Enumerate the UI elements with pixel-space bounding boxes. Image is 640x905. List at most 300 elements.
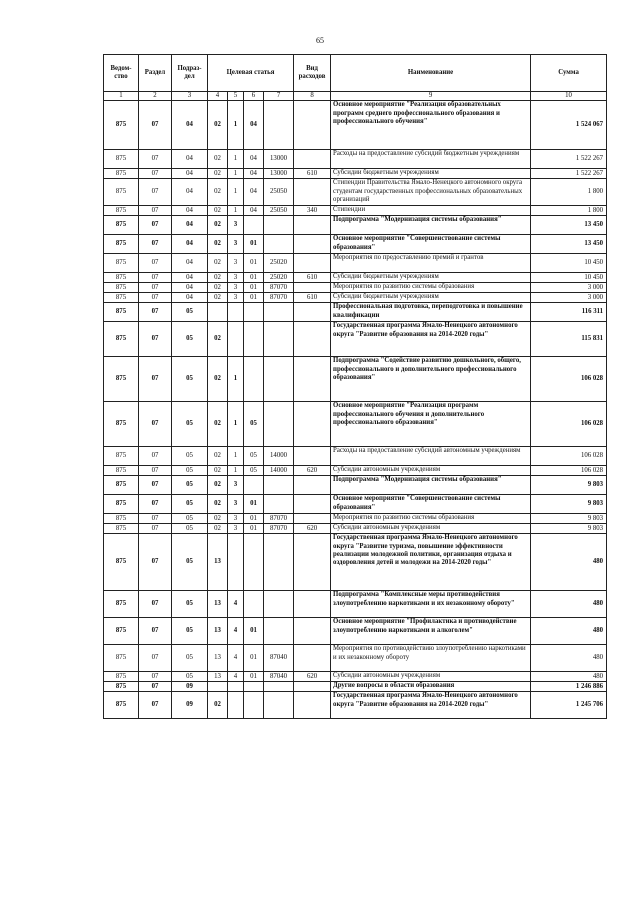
ministry-code: 875: [104, 273, 139, 283]
target-direction-code: [264, 402, 294, 447]
target-subprogram-code: 3: [228, 283, 244, 293]
target-program-code: 02: [208, 169, 228, 179]
subsection-code: 04: [172, 283, 208, 293]
section-code: 07: [139, 476, 172, 495]
target-direction-code: 25020: [264, 273, 294, 283]
subsection-code: 05: [172, 357, 208, 402]
target-direction-code: [264, 618, 294, 645]
expense-type-code: [294, 534, 331, 591]
expense-type-code: [294, 179, 331, 206]
table-row: [104, 206, 607, 216]
item-name: Стипендии: [331, 206, 531, 216]
target-direction-code: [264, 495, 294, 514]
section-code: 07: [139, 692, 172, 719]
section-code: 07: [139, 101, 172, 150]
table-row: [104, 283, 607, 293]
target-program-code: 02: [208, 514, 228, 524]
target-subprogram-code: 1: [228, 357, 244, 402]
target-direction-code: 87070: [264, 524, 294, 534]
section-code: 07: [139, 322, 172, 357]
expense-type-code: [294, 692, 331, 719]
table-row: [104, 645, 607, 672]
item-name: Основное мероприятие "Совершенствование системы образования": [331, 495, 531, 514]
target-subprogram-code: 1: [228, 466, 244, 476]
item-name: Подпрограмма "Модернизация системы образования": [331, 216, 531, 235]
item-sum: 106 028: [531, 402, 607, 447]
item-name: Субсидии автономным учреждениям: [331, 466, 531, 476]
header-sum: Сумма: [531, 55, 607, 92]
target-direction-code: [264, 235, 294, 254]
table-row: [104, 216, 607, 235]
item-name: Государственная программа Ямало-Ненецкого автономного округа "Развитие образования на 2014-2020 годы": [331, 692, 531, 719]
ministry-code: 875: [104, 682, 139, 692]
column-number: 7: [264, 92, 294, 101]
table-row: [104, 514, 607, 524]
ministry-code: 875: [104, 402, 139, 447]
table-row: [104, 534, 607, 591]
section-code: 07: [139, 254, 172, 273]
table-row: [104, 692, 607, 719]
item-name: Государственная программа Ямало-Ненецкого автономного округа "Развитие образования на 2014-2020 годы": [331, 322, 531, 357]
item-sum: 1 524 067: [531, 101, 607, 150]
target-subprogram-code: 3: [228, 254, 244, 273]
ministry-code: 875: [104, 303, 139, 322]
expense-type-code: [294, 235, 331, 254]
expense-type-code: [294, 476, 331, 495]
target-direction-code: 14000: [264, 466, 294, 476]
expense-type-code: [294, 447, 331, 466]
ministry-code: 875: [104, 216, 139, 235]
item-name: Основное мероприятие "Совершенствование системы образования": [331, 235, 531, 254]
section-code: 07: [139, 618, 172, 645]
target-program-code: 02: [208, 524, 228, 534]
target-event-code: [244, 534, 264, 591]
target-direction-code: [264, 591, 294, 618]
target-direction-code: 87070: [264, 514, 294, 524]
ministry-code: 875: [104, 254, 139, 273]
target-event-code: 01: [244, 672, 264, 682]
item-sum: 1 245 706: [531, 692, 607, 719]
target-direction-code: 25020: [264, 254, 294, 273]
target-direction-code: [264, 682, 294, 692]
target-event-code: 01: [244, 273, 264, 283]
expense-type-code: [294, 618, 331, 645]
subsection-code: 04: [172, 169, 208, 179]
item-sum: 10 450: [531, 273, 607, 283]
target-subprogram-code: 3: [228, 216, 244, 235]
ministry-code: 875: [104, 495, 139, 514]
target-program-code: 02: [208, 322, 228, 357]
target-program-code: 02: [208, 283, 228, 293]
item-sum: 480: [531, 645, 607, 672]
section-code: 07: [139, 524, 172, 534]
column-number: 8: [294, 92, 331, 101]
item-sum: 1 522 267: [531, 150, 607, 169]
item-sum: 480: [531, 534, 607, 591]
expense-type-code: [294, 303, 331, 322]
header-razdel: Раздел: [139, 55, 172, 92]
expense-type-code: 620: [294, 672, 331, 682]
table-row: [104, 179, 607, 206]
table-row: [104, 672, 607, 682]
target-program-code: 02: [208, 273, 228, 283]
target-direction-code: 87070: [264, 293, 294, 303]
target-event-code: [244, 682, 264, 692]
header-vedom: Ведом-ство: [104, 55, 139, 92]
target-program-code: 02: [208, 293, 228, 303]
item-sum: 13 450: [531, 216, 607, 235]
target-event-code: 01: [244, 283, 264, 293]
table-body: [104, 101, 607, 719]
ministry-code: 875: [104, 101, 139, 150]
section-code: 07: [139, 645, 172, 672]
section-code: 07: [139, 402, 172, 447]
table-row: [104, 476, 607, 495]
ministry-code: 875: [104, 524, 139, 534]
item-name: Профессиональная подготовка, переподготовка и повышение квалификации: [331, 303, 531, 322]
item-sum: 9 803: [531, 495, 607, 514]
table-row: [104, 618, 607, 645]
target-subprogram-code: 1: [228, 206, 244, 216]
item-sum: 9 803: [531, 476, 607, 495]
target-direction-code: 13000: [264, 150, 294, 169]
target-event-code: 04: [244, 150, 264, 169]
target-event-code: 01: [244, 514, 264, 524]
target-subprogram-code: 4: [228, 645, 244, 672]
target-subprogram-code: 1: [228, 447, 244, 466]
section-code: 07: [139, 682, 172, 692]
ministry-code: 875: [104, 293, 139, 303]
item-sum: 13 450: [531, 235, 607, 254]
item-sum: 480: [531, 672, 607, 682]
item-sum: 10 450: [531, 254, 607, 273]
subsection-code: 09: [172, 692, 208, 719]
target-program-code: 02: [208, 402, 228, 447]
section-code: 07: [139, 293, 172, 303]
item-name: Государственная программа Ямало-Ненецкого автономного округа "Развитие туризма, повышение эффективности реализации молодежной политики, организация отдыха и оздоровления детей и молодежи на 2014-2020 годы": [331, 534, 531, 591]
item-name: Субсидии автономным учреждениям: [331, 524, 531, 534]
expense-type-code: [294, 216, 331, 235]
subsection-code: 04: [172, 206, 208, 216]
item-sum: 106 028: [531, 357, 607, 402]
subsection-code: 05: [172, 645, 208, 672]
item-name: Расходы на предоставление субсидий автономным учреждениям: [331, 447, 531, 466]
target-subprogram-code: 4: [228, 591, 244, 618]
expense-type-code: [294, 514, 331, 524]
item-name: Подпрограмма "Модернизация системы образования": [331, 476, 531, 495]
target-event-code: 04: [244, 101, 264, 150]
column-number-row: [104, 92, 607, 101]
target-event-code: 01: [244, 618, 264, 645]
table-row: [104, 273, 607, 283]
target-subprogram-code: [228, 682, 244, 692]
header-vid: Вид расходов: [294, 55, 331, 92]
target-program-code: 02: [208, 254, 228, 273]
expense-type-code: 620: [294, 466, 331, 476]
table-row: [104, 402, 607, 447]
section-code: 07: [139, 216, 172, 235]
table-row: [104, 101, 607, 150]
column-number: 6: [244, 92, 264, 101]
section-code: 07: [139, 591, 172, 618]
target-program-code: 02: [208, 466, 228, 476]
subsection-code: 04: [172, 273, 208, 283]
item-sum: 480: [531, 591, 607, 618]
subsection-code: 05: [172, 402, 208, 447]
target-subprogram-code: 3: [228, 514, 244, 524]
target-subprogram-code: 4: [228, 618, 244, 645]
ministry-code: 875: [104, 179, 139, 206]
subsection-code: 04: [172, 293, 208, 303]
item-name: Мероприятия по развитию системы образования: [331, 283, 531, 293]
item-sum: 9 803: [531, 524, 607, 534]
item-sum: 9 803: [531, 514, 607, 524]
subsection-code: 05: [172, 447, 208, 466]
item-sum: 115 831: [531, 322, 607, 357]
item-name: Субсидии автономным учреждениям: [331, 672, 531, 682]
section-code: 07: [139, 206, 172, 216]
section-code: 07: [139, 179, 172, 206]
expense-type-code: [294, 402, 331, 447]
target-subprogram-code: 1: [228, 169, 244, 179]
column-number: 4: [208, 92, 228, 101]
target-event-code: 05: [244, 402, 264, 447]
target-program-code: 02: [208, 216, 228, 235]
ministry-code: 875: [104, 618, 139, 645]
ministry-code: 875: [104, 322, 139, 357]
item-sum: 106 028: [531, 447, 607, 466]
target-subprogram-code: 3: [228, 273, 244, 283]
target-direction-code: 87040: [264, 645, 294, 672]
item-sum: 116 311: [531, 303, 607, 322]
section-code: 07: [139, 150, 172, 169]
target-program-code: 13: [208, 672, 228, 682]
target-subprogram-code: 3: [228, 495, 244, 514]
expense-type-code: [294, 322, 331, 357]
expense-type-code: [294, 254, 331, 273]
target-event-code: 01: [244, 524, 264, 534]
item-name: Подпрограмма "Комплексные меры противодействия злоупотреблению наркотиками и их незаконному обороту": [331, 591, 531, 618]
target-direction-code: [264, 357, 294, 402]
target-direction-code: [264, 534, 294, 591]
section-code: 07: [139, 235, 172, 254]
expense-type-code: [294, 495, 331, 514]
item-name: Субсидии бюджетным учреждениям: [331, 293, 531, 303]
target-event-code: [244, 303, 264, 322]
column-number: 10: [531, 92, 607, 101]
item-name: Основное мероприятие "Профилактика и противодействие злоупотреблению наркотиками и алкоголем": [331, 618, 531, 645]
target-direction-code: 25050: [264, 206, 294, 216]
header-name: Наименование: [331, 55, 531, 92]
subsection-code: 04: [172, 179, 208, 206]
ministry-code: 875: [104, 514, 139, 524]
item-sum: 3 000: [531, 293, 607, 303]
target-program-code: [208, 682, 228, 692]
target-program-code: 02: [208, 179, 228, 206]
target-event-code: 04: [244, 206, 264, 216]
target-program-code: 13: [208, 591, 228, 618]
ministry-code: 875: [104, 692, 139, 719]
section-code: 07: [139, 447, 172, 466]
target-event-code: [244, 692, 264, 719]
expense-type-code: [294, 101, 331, 150]
expense-type-code: [294, 150, 331, 169]
item-name: Субсидии бюджетным учреждениям: [331, 169, 531, 179]
subsection-code: 04: [172, 254, 208, 273]
target-subprogram-code: 3: [228, 524, 244, 534]
table-row: [104, 466, 607, 476]
table-row: [104, 524, 607, 534]
expense-type-code: 340: [294, 206, 331, 216]
ministry-code: 875: [104, 206, 139, 216]
table-row: [104, 303, 607, 322]
subsection-code: 04: [172, 150, 208, 169]
budget-table: [103, 54, 607, 719]
target-event-code: 05: [244, 466, 264, 476]
table-row: [104, 357, 607, 402]
expense-type-code: 620: [294, 524, 331, 534]
item-sum: 1 800: [531, 206, 607, 216]
ministry-code: 875: [104, 645, 139, 672]
item-name: Мероприятия по предоставлению премий и грантов: [331, 254, 531, 273]
subsection-code: 05: [172, 534, 208, 591]
subsection-code: 05: [172, 303, 208, 322]
ministry-code: 875: [104, 235, 139, 254]
target-event-code: 01: [244, 235, 264, 254]
expense-type-code: 610: [294, 293, 331, 303]
item-name: Расходы на предоставление субсидий бюджетным учреждениям: [331, 150, 531, 169]
expense-type-code: [294, 645, 331, 672]
ministry-code: 875: [104, 534, 139, 591]
subsection-code: 05: [172, 672, 208, 682]
subsection-code: 05: [172, 476, 208, 495]
subsection-code: 05: [172, 618, 208, 645]
target-event-code: [244, 591, 264, 618]
ministry-code: 875: [104, 476, 139, 495]
item-name: Мероприятия по развитию системы образования: [331, 514, 531, 524]
target-program-code: 02: [208, 692, 228, 719]
column-number: 1: [104, 92, 139, 101]
target-event-code: 01: [244, 645, 264, 672]
item-sum: 1 522 267: [531, 169, 607, 179]
target-direction-code: [264, 476, 294, 495]
section-code: 07: [139, 303, 172, 322]
target-event-code: 01: [244, 254, 264, 273]
target-event-code: 05: [244, 447, 264, 466]
section-code: 07: [139, 273, 172, 283]
item-sum: 3 000: [531, 283, 607, 293]
target-direction-code: [264, 303, 294, 322]
expense-type-code: [294, 591, 331, 618]
subsection-code: 05: [172, 466, 208, 476]
ministry-code: 875: [104, 283, 139, 293]
target-direction-code: [264, 692, 294, 719]
expense-type-code: [294, 357, 331, 402]
target-program-code: [208, 303, 228, 322]
subsection-code: 04: [172, 101, 208, 150]
table-row: [104, 447, 607, 466]
target-direction-code: 87070: [264, 283, 294, 293]
target-subprogram-code: 1: [228, 150, 244, 169]
target-program-code: 02: [208, 150, 228, 169]
item-sum: 480: [531, 618, 607, 645]
section-code: 07: [139, 283, 172, 293]
table-row: [104, 495, 607, 514]
subsection-code: 05: [172, 591, 208, 618]
item-name: Стипендии Правительства Ямало-Ненецкого автономного округа студентам государственных профессиональных образовательных организаций: [331, 179, 531, 206]
subsection-code: 05: [172, 524, 208, 534]
header-podrazdel: Подраз-дел: [172, 55, 208, 92]
target-subprogram-code: 4: [228, 672, 244, 682]
target-program-code: 02: [208, 357, 228, 402]
section-code: 07: [139, 495, 172, 514]
target-subprogram-code: 1: [228, 179, 244, 206]
target-subprogram-code: 3: [228, 235, 244, 254]
section-code: 07: [139, 466, 172, 476]
item-sum: 1 246 886: [531, 682, 607, 692]
section-code: 07: [139, 534, 172, 591]
target-event-code: 04: [244, 179, 264, 206]
table-row: [104, 591, 607, 618]
header-row: [104, 55, 607, 92]
section-code: 07: [139, 672, 172, 682]
target-event-code: [244, 357, 264, 402]
column-number: 2: [139, 92, 172, 101]
column-number: 9: [331, 92, 531, 101]
target-direction-code: [264, 216, 294, 235]
target-direction-code: 87040: [264, 672, 294, 682]
target-program-code: 02: [208, 476, 228, 495]
expense-type-code: [294, 682, 331, 692]
item-name: Основное мероприятие "Реализация программ профессионального обучения и дополнительного профессионального образования": [331, 402, 531, 447]
subsection-code: 05: [172, 495, 208, 514]
ministry-code: 875: [104, 357, 139, 402]
target-direction-code: [264, 322, 294, 357]
target-program-code: 13: [208, 618, 228, 645]
target-event-code: 01: [244, 495, 264, 514]
ministry-code: 875: [104, 466, 139, 476]
subsection-code: 05: [172, 322, 208, 357]
table-row: [104, 254, 607, 273]
target-program-code: 02: [208, 101, 228, 150]
item-sum: 1 800: [531, 179, 607, 206]
table-row: [104, 293, 607, 303]
ministry-code: 875: [104, 591, 139, 618]
ministry-code: 875: [104, 672, 139, 682]
target-subprogram-code: [228, 303, 244, 322]
target-program-code: 02: [208, 206, 228, 216]
target-subprogram-code: [228, 322, 244, 357]
subsection-code: 05: [172, 514, 208, 524]
target-subprogram-code: [228, 534, 244, 591]
subsection-code: 04: [172, 235, 208, 254]
ministry-code: 875: [104, 447, 139, 466]
table-row: [104, 322, 607, 357]
target-event-code: 01: [244, 293, 264, 303]
item-name: Подпрограмма "Содействие развитию дошкольного, общего, профессионального и дополнительного профессионального образования": [331, 357, 531, 402]
target-program-code: 13: [208, 645, 228, 672]
table-row: [104, 150, 607, 169]
target-direction-code: 14000: [264, 447, 294, 466]
section-code: 07: [139, 514, 172, 524]
subsection-code: 04: [172, 216, 208, 235]
target-program-code: 02: [208, 495, 228, 514]
table-row: [104, 235, 607, 254]
target-direction-code: 13000: [264, 169, 294, 179]
target-direction-code: 25050: [264, 179, 294, 206]
ministry-code: 875: [104, 169, 139, 179]
expense-type-code: [294, 283, 331, 293]
